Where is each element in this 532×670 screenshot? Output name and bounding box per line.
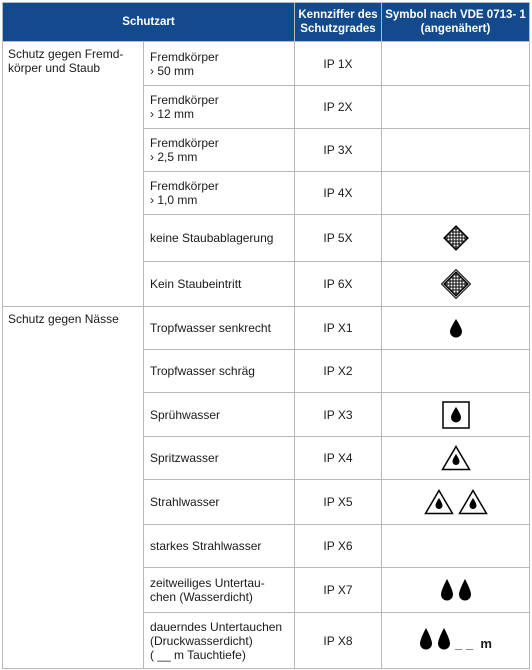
row-description: Tropfwasser senkrecht: [144, 307, 295, 350]
drop-icon: [440, 578, 454, 602]
row-description: Fremdkörper › 1,0 mm: [144, 172, 295, 215]
two-drops-depth-icon: [419, 627, 492, 651]
row-description: starkes Strahlwasser: [144, 525, 295, 568]
row-code: IP X8: [295, 613, 382, 669]
drop-icon: [419, 627, 433, 651]
table-header-row: [3, 3, 530, 42]
dust-mesh-framed-icon: [441, 269, 471, 299]
header-schutzart: Schutzart: [3, 3, 295, 42]
row-symbol-empty: [382, 525, 530, 568]
row-symbol: [382, 568, 530, 613]
drop-icon: [458, 578, 472, 602]
row-symbol-empty: [382, 172, 530, 215]
table-row: [3, 42, 530, 86]
row-symbol: [382, 393, 530, 437]
row-code: IP X4: [295, 437, 382, 480]
two-drop-triangles-icon: [424, 494, 488, 508]
row-symbol-empty: [382, 350, 530, 393]
depth-label: _ _ m: [455, 636, 492, 651]
header-symbol: Symbol nach VDE 0713- 1 (angenähert): [382, 3, 530, 42]
row-symbol-empty: [382, 86, 530, 129]
row-code: IP X3: [295, 393, 382, 437]
table-row: [3, 307, 530, 350]
drop-in-triangle-icon: [458, 489, 488, 515]
row-code: IP X7: [295, 568, 382, 613]
two-drops-icon: [440, 582, 472, 596]
row-symbol: [382, 307, 530, 350]
ip-protection-table: [2, 2, 530, 669]
row-code: IP 1X: [295, 42, 382, 86]
drop-icon: [437, 627, 451, 651]
drop-in-triangle-icon: [441, 445, 471, 471]
row-code: IP X6: [295, 525, 382, 568]
row-description: Kein Staubeintritt: [144, 262, 295, 307]
row-symbol: [382, 480, 530, 525]
row-description: Strahlwasser: [144, 480, 295, 525]
drop-in-triangle-icon: [424, 489, 454, 515]
row-code: IP 2X: [295, 86, 382, 129]
group-label-foreign-body: Schutz gegen Fremd- körper und Staub: [3, 42, 144, 307]
header-kennziffer: Kennziffer des Schutzgrades: [295, 3, 382, 42]
row-code: IP X2: [295, 350, 382, 393]
row-description: keine Staubablagerung: [144, 215, 295, 262]
row-code: IP 5X: [295, 215, 382, 262]
row-symbol: [382, 215, 530, 262]
row-code: IP 6X: [295, 262, 382, 307]
row-symbol-empty: [382, 129, 530, 172]
row-description: Fremdkörper › 2,5 mm: [144, 129, 295, 172]
row-description: Fremdkörper › 12 mm: [144, 86, 295, 129]
row-description: dauerndes Untertauchen (Druckwasserdicht) ( __ m Tauchtiefe): [144, 613, 295, 669]
row-description: zeitweiliges Untertau- chen (Wasserdicht): [144, 568, 295, 613]
row-symbol: [382, 613, 530, 669]
dust-mesh-icon: [442, 224, 470, 252]
row-description: Spritzwasser: [144, 437, 295, 480]
row-description: Sprühwasser: [144, 393, 295, 437]
row-description: Tropfwasser schräg: [144, 350, 295, 393]
row-code: IP X1: [295, 307, 382, 350]
row-code: IP 4X: [295, 172, 382, 215]
row-symbol: [382, 262, 530, 307]
row-code: IP 3X: [295, 129, 382, 172]
row-description: Fremdkörper › 50 mm: [144, 42, 295, 86]
row-symbol: [382, 437, 530, 480]
single-drop-icon: [449, 318, 463, 338]
row-code: IP X5: [295, 480, 382, 525]
group-label-moisture: Schutz gegen Nässe: [3, 307, 144, 669]
drop-in-square-icon: [442, 401, 470, 429]
row-symbol-empty: [382, 42, 530, 86]
